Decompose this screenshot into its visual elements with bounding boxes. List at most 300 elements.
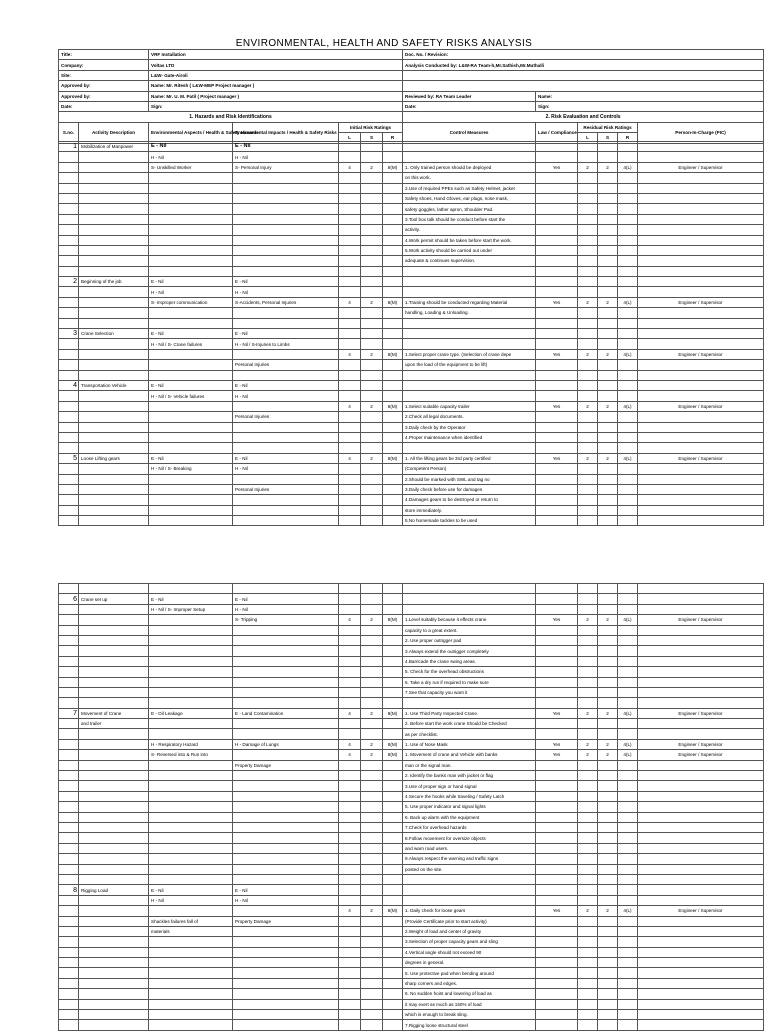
cell-activity — [79, 854, 149, 864]
cell-impact: H - Damage of Lungs — [233, 739, 339, 749]
cell-initial-l — [339, 1010, 361, 1020]
cell-residual-l — [578, 318, 598, 328]
cell-residual-l: 2 — [578, 615, 598, 625]
cell-initial-s — [361, 947, 383, 957]
cell-impact: Property Damage — [233, 916, 339, 926]
cell-activity — [79, 822, 149, 832]
table-row — [59, 906, 764, 916]
cell-law — [536, 760, 578, 770]
cell-aspect: E - Nil — [149, 277, 233, 287]
cell-initial-l — [339, 142, 361, 152]
cell-initial-r — [383, 308, 403, 318]
cell-sno — [59, 739, 79, 749]
cell-pic: Engineer / Supervisor — [638, 297, 764, 307]
cell-initial-r: 8(M) — [383, 708, 403, 718]
cell-law — [536, 864, 578, 874]
cell-law — [536, 791, 578, 801]
cell-initial-r: 8(M) — [383, 750, 403, 760]
cell-control-measure: 4.Barricade the crane swing areas. — [403, 656, 536, 666]
cell-sno — [59, 677, 79, 687]
cell-aspect — [149, 193, 233, 203]
col-initial-r: R — [383, 133, 403, 143]
cell-residual-s — [598, 895, 618, 905]
cell-initial-r — [383, 1020, 403, 1030]
cell-aspect — [149, 947, 233, 957]
cell-initial-s — [361, 204, 383, 214]
cell-aspect — [149, 667, 233, 677]
cell-law — [536, 594, 578, 604]
cell-initial-r — [383, 812, 403, 822]
cell-residual-r — [618, 256, 638, 266]
cell-aspect — [149, 677, 233, 687]
table-row — [59, 615, 764, 625]
cell-sno — [59, 516, 79, 526]
cell-activity — [79, 412, 149, 422]
cell-initial-r — [383, 339, 403, 349]
reviewed-label: Reviewed by: — [405, 93, 435, 99]
cell-control-measure: 2. Use proper outrigger pad — [403, 635, 536, 645]
cell-control-measure: 3.Daily check by the Operator — [403, 422, 536, 432]
table-row — [59, 1020, 764, 1030]
cell-aspect: H - Nil — [149, 152, 233, 162]
cell-initial-s — [361, 225, 383, 235]
cell-initial-r — [383, 635, 403, 645]
cell-initial-l — [339, 380, 361, 390]
cell-initial-s: 2 — [361, 453, 383, 463]
cell-residual-r — [618, 781, 638, 791]
cell-activity: Mobilization of Manpower — [79, 142, 149, 152]
cell-initial-s — [361, 287, 383, 297]
cell-sno — [59, 687, 79, 697]
col-sno: S.no. — [59, 122, 79, 143]
cell-residual-r — [618, 360, 638, 370]
col-impacts: Environmental Impacts / Health & Safety Risks — [233, 122, 339, 143]
cell-pic — [638, 698, 764, 708]
cell-residual-l — [578, 422, 598, 432]
cell-initial-r — [383, 474, 403, 484]
cell-pic — [638, 245, 764, 255]
cell-aspect: E - Oil Leakage — [149, 708, 233, 718]
cell-residual-l — [578, 635, 598, 645]
cell-residual-r — [618, 370, 638, 380]
cell-activity: Loose Lifting gears — [79, 453, 149, 463]
cell-control-measure: 1. Use Third Party Inspected Crane. — [403, 708, 536, 718]
cell-residual-r — [618, 339, 638, 349]
cell-sno — [59, 1010, 79, 1020]
cell-control-measure: on this work. — [403, 173, 536, 183]
cell-initial-r — [383, 594, 403, 604]
cell-aspect — [149, 1010, 233, 1020]
cell-residual-s: 2 — [598, 162, 618, 172]
cell-sno: 6 — [59, 594, 79, 604]
cell-impact: H - Nil — [233, 287, 339, 297]
cell-aspect: materials — [149, 926, 233, 936]
cell-initial-s — [361, 412, 383, 422]
table-row — [59, 204, 764, 214]
cell-initial-l: 4 — [339, 906, 361, 916]
cell-aspect — [149, 474, 233, 484]
cell-residual-s — [598, 958, 618, 968]
cell-activity — [79, 874, 149, 884]
cell-initial-r — [383, 999, 403, 1009]
cell-control-measure: 7.Check for overhead hazards — [403, 822, 536, 832]
cell-initial-s — [361, 277, 383, 287]
cell-control-measure — [403, 277, 536, 287]
cell-residual-s — [598, 235, 618, 245]
cell-impact — [233, 802, 339, 812]
cell-pic — [638, 1020, 764, 1030]
cell-pic — [638, 370, 764, 380]
cell-activity — [79, 432, 149, 442]
title-label: Title: — [59, 50, 149, 60]
cell-residual-s — [598, 193, 618, 203]
cell-residual-s — [598, 916, 618, 926]
cell-initial-s — [361, 854, 383, 864]
cell-impact: S- Personal Injury — [233, 162, 339, 172]
cell-initial-s — [361, 843, 383, 853]
cell-residual-r — [618, 885, 638, 895]
cell-pic — [638, 193, 764, 203]
cell-initial-l — [339, 698, 361, 708]
table-row — [59, 453, 764, 463]
cell-initial-r — [383, 958, 403, 968]
cell-residual-l — [578, 152, 598, 162]
cell-initial-s — [361, 667, 383, 677]
cell-control-measure: 2.Weight of load and center of gravity — [403, 926, 536, 936]
cell-law — [536, 812, 578, 822]
cell-initial-s: 2 — [361, 401, 383, 411]
cell-initial-s — [361, 937, 383, 947]
table-row — [59, 978, 764, 988]
cell-residual-r — [618, 656, 638, 666]
cell-residual-l — [578, 625, 598, 635]
cell-residual-s — [598, 266, 618, 276]
cell-pic — [638, 142, 764, 152]
cell-law — [536, 183, 578, 193]
cell-impact — [233, 667, 339, 677]
cell-residual-l — [578, 464, 598, 474]
cell-residual-l — [578, 989, 598, 999]
cell-pic — [638, 484, 764, 494]
cell-residual-r — [618, 937, 638, 947]
cell-residual-l — [578, 287, 598, 297]
cell-pic — [638, 926, 764, 936]
cell-residual-s — [598, 474, 618, 484]
cell-initial-s — [361, 443, 383, 453]
cell-residual-s — [598, 183, 618, 193]
table-row — [59, 604, 764, 614]
cell-pic — [638, 1010, 764, 1020]
cell-residual-s — [598, 937, 618, 947]
cell-initial-s — [361, 432, 383, 442]
cell-initial-l — [339, 854, 361, 864]
cell-aspect — [149, 443, 233, 453]
cell-pic — [638, 594, 764, 604]
cell-initial-r — [383, 412, 403, 422]
table-row — [59, 360, 764, 370]
cell-initial-r — [383, 432, 403, 442]
cell-sno — [59, 760, 79, 770]
cell-sno — [59, 1020, 79, 1030]
cell-residual-r — [618, 812, 638, 822]
cell-activity — [79, 646, 149, 656]
cell-initial-r — [383, 968, 403, 978]
table-row — [59, 235, 764, 245]
cell-control-measure: 3.Selection of proper capacity gears and sling — [403, 937, 536, 947]
cell-law — [536, 422, 578, 432]
cell-residual-s — [598, 412, 618, 422]
table-row — [59, 687, 764, 697]
cell-law — [536, 885, 578, 895]
cell-law — [536, 432, 578, 442]
table-row — [59, 318, 764, 328]
cell-sno — [59, 360, 79, 370]
cell-initial-l: 4 — [339, 453, 361, 463]
cell-impact — [233, 698, 339, 708]
cell-residual-s — [598, 360, 618, 370]
cell-residual-r — [618, 635, 638, 645]
cell-initial-l — [339, 874, 361, 884]
cell-pic — [638, 474, 764, 484]
cell-sno — [59, 812, 79, 822]
cell-residual-s — [598, 505, 618, 515]
cell-initial-r — [383, 391, 403, 401]
cell-initial-r — [383, 854, 403, 864]
cell-initial-l — [339, 646, 361, 656]
cell-initial-s — [361, 584, 383, 594]
cell-impact — [233, 822, 339, 832]
cell-pic — [638, 729, 764, 739]
cell-sno — [59, 822, 79, 832]
cell-law — [536, 505, 578, 515]
table-row — [59, 287, 764, 297]
cell-law — [536, 214, 578, 224]
title-value: VRF Installation — [149, 50, 403, 60]
cell-residual-r — [618, 308, 638, 318]
cell-residual-l — [578, 719, 598, 729]
cell-activity — [79, 495, 149, 505]
cell-law — [536, 339, 578, 349]
cell-pic — [638, 843, 764, 853]
table-row — [59, 422, 764, 432]
cell-residual-s — [598, 214, 618, 224]
cell-control-measure — [403, 142, 536, 152]
cell-activity — [79, 667, 149, 677]
cell-pic — [638, 422, 764, 432]
cell-residual-s — [598, 687, 618, 697]
cell-residual-l — [578, 225, 598, 235]
cell-control-measure: 2.Should be marked with SWL and tag no — [403, 474, 536, 484]
cell-law — [536, 989, 578, 999]
cell-pic — [638, 771, 764, 781]
cell-sno — [59, 802, 79, 812]
cell-impact — [233, 1010, 339, 1020]
cell-activity: Movement of Crane — [79, 708, 149, 718]
cell-residual-s — [598, 864, 618, 874]
cell-residual-r — [618, 999, 638, 1009]
cell-residual-s: 2 — [598, 615, 618, 625]
cell-pic — [638, 214, 764, 224]
document-title: ENVIRONMENTAL, HEALTH AND SAFETY RISKS ANALYSIS — [235, 38, 533, 49]
risk-table-part-2 — [58, 583, 764, 1031]
cell-initial-l — [339, 474, 361, 484]
cell-residual-l — [578, 999, 598, 1009]
cell-pic: Engineer / Supervisor — [638, 162, 764, 172]
cell-residual-l — [578, 329, 598, 339]
cell-pic: Engineer / Supervisor — [638, 708, 764, 718]
cell-activity — [79, 162, 149, 172]
cell-law — [536, 474, 578, 484]
cell-aspect — [149, 656, 233, 666]
cell-initial-l — [339, 822, 361, 832]
cell-residual-s — [598, 256, 618, 266]
cell-impact: E - Nil — [233, 329, 339, 339]
cell-residual-s — [598, 989, 618, 999]
cell-pic — [638, 204, 764, 214]
cell-impact — [233, 584, 339, 594]
cell-sno — [59, 989, 79, 999]
table-row — [59, 698, 764, 708]
cell-aspect — [149, 874, 233, 884]
cell-initial-l — [339, 719, 361, 729]
cell-impact: S- Tripping — [233, 615, 339, 625]
cell-pic — [638, 635, 764, 645]
cell-residual-l — [578, 729, 598, 739]
cell-sno — [59, 646, 79, 656]
cell-sno — [59, 443, 79, 453]
cell-initial-r — [383, 916, 403, 926]
cell-sno: 5 — [59, 453, 79, 463]
cell-impact — [233, 999, 339, 1009]
cell-residual-l — [578, 266, 598, 276]
cell-control-measure — [403, 318, 536, 328]
cell-initial-r — [383, 802, 403, 812]
cell-sno — [59, 584, 79, 594]
cell-residual-l — [578, 235, 598, 245]
table-row — [59, 173, 764, 183]
cell-pic — [638, 443, 764, 453]
cell-impact — [233, 474, 339, 484]
cell-residual-l — [578, 380, 598, 390]
cell-residual-s — [598, 885, 618, 895]
cell-initial-l — [339, 687, 361, 697]
cell-activity — [79, 926, 149, 936]
cell-residual-r — [618, 594, 638, 604]
cell-residual-s — [598, 771, 618, 781]
cell-residual-l — [578, 802, 598, 812]
cell-sno — [59, 947, 79, 957]
cell-impact — [233, 687, 339, 697]
cell-residual-l — [578, 874, 598, 884]
cell-aspect: S- Reversed into & Run into — [149, 750, 233, 760]
cell-sno — [59, 266, 79, 276]
cell-initial-l — [339, 947, 361, 957]
table-row — [59, 370, 764, 380]
cell-residual-r — [618, 802, 638, 812]
table-row — [59, 656, 764, 666]
cell-sno — [59, 729, 79, 739]
cell-sno — [59, 615, 79, 625]
cell-impact: H - Nil — [233, 464, 339, 474]
cell-impact — [233, 958, 339, 968]
cell-residual-s — [598, 370, 618, 380]
table-row — [59, 833, 764, 843]
cell-activity — [79, 771, 149, 781]
cell-aspect — [149, 843, 233, 853]
cell-activity — [79, 422, 149, 432]
date-label-right: Date: — [403, 101, 536, 111]
table-row — [59, 443, 764, 453]
cell-residual-l — [578, 864, 598, 874]
cell-aspect: E - Nil — [149, 380, 233, 390]
cell-residual-r — [618, 968, 638, 978]
reviewed-value: RA Team Leader — [435, 93, 472, 99]
cell-residual-r — [618, 687, 638, 697]
cell-pic — [638, 339, 764, 349]
cell-activity — [79, 978, 149, 988]
cell-control-measure: store immediately. — [403, 505, 536, 515]
cell-aspect — [149, 245, 233, 255]
cell-activity — [79, 318, 149, 328]
cell-initial-l — [339, 812, 361, 822]
cell-residual-r: 4(L) — [618, 349, 638, 359]
cell-pic — [638, 516, 764, 526]
cell-activity — [79, 152, 149, 162]
cell-residual-l — [578, 594, 598, 604]
cell-residual-s — [598, 677, 618, 687]
cell-initial-l: 4 — [339, 708, 361, 718]
cell-residual-r — [618, 843, 638, 853]
cell-activity — [79, 505, 149, 515]
cell-initial-l — [339, 625, 361, 635]
cell-initial-r: 8(M) — [383, 162, 403, 172]
cell-initial-l — [339, 422, 361, 432]
cell-initial-r — [383, 464, 403, 474]
cell-pic — [638, 625, 764, 635]
cell-residual-l — [578, 843, 598, 853]
cell-initial-l — [339, 833, 361, 843]
cell-residual-s: 2 — [598, 453, 618, 463]
cell-law — [536, 874, 578, 884]
cell-sno — [59, 495, 79, 505]
cell-initial-s — [361, 625, 383, 635]
cell-activity — [79, 464, 149, 474]
cell-impact — [233, 791, 339, 801]
cell-sno — [59, 214, 79, 224]
cell-aspect — [149, 698, 233, 708]
cell-residual-l — [578, 584, 598, 594]
cell-residual-s — [598, 142, 618, 152]
cell-control-measure: 6. Back up alarm with the equipment — [403, 812, 536, 822]
cell-residual-l — [578, 370, 598, 380]
cell-residual-r — [618, 791, 638, 801]
cell-aspect — [149, 802, 233, 812]
cell-activity: Transportation Vehicle — [79, 380, 149, 390]
cell-activity — [79, 687, 149, 697]
cell-control-measure: 3.Daily check before use for damages — [403, 484, 536, 494]
cell-initial-l — [339, 505, 361, 515]
cell-initial-r — [383, 937, 403, 947]
cell-control-measure: degrees in general. — [403, 958, 536, 968]
cell-impact — [233, 781, 339, 791]
cell-residual-l — [578, 495, 598, 505]
cell-impact — [233, 266, 339, 276]
cell-control-measure: safety goggles, lather apron, Shoulder Pad. — [403, 204, 536, 214]
cell-impact — [233, 183, 339, 193]
cell-control-measure: activity. — [403, 225, 536, 235]
cell-initial-l: 4 — [339, 615, 361, 625]
table-row — [59, 308, 764, 318]
